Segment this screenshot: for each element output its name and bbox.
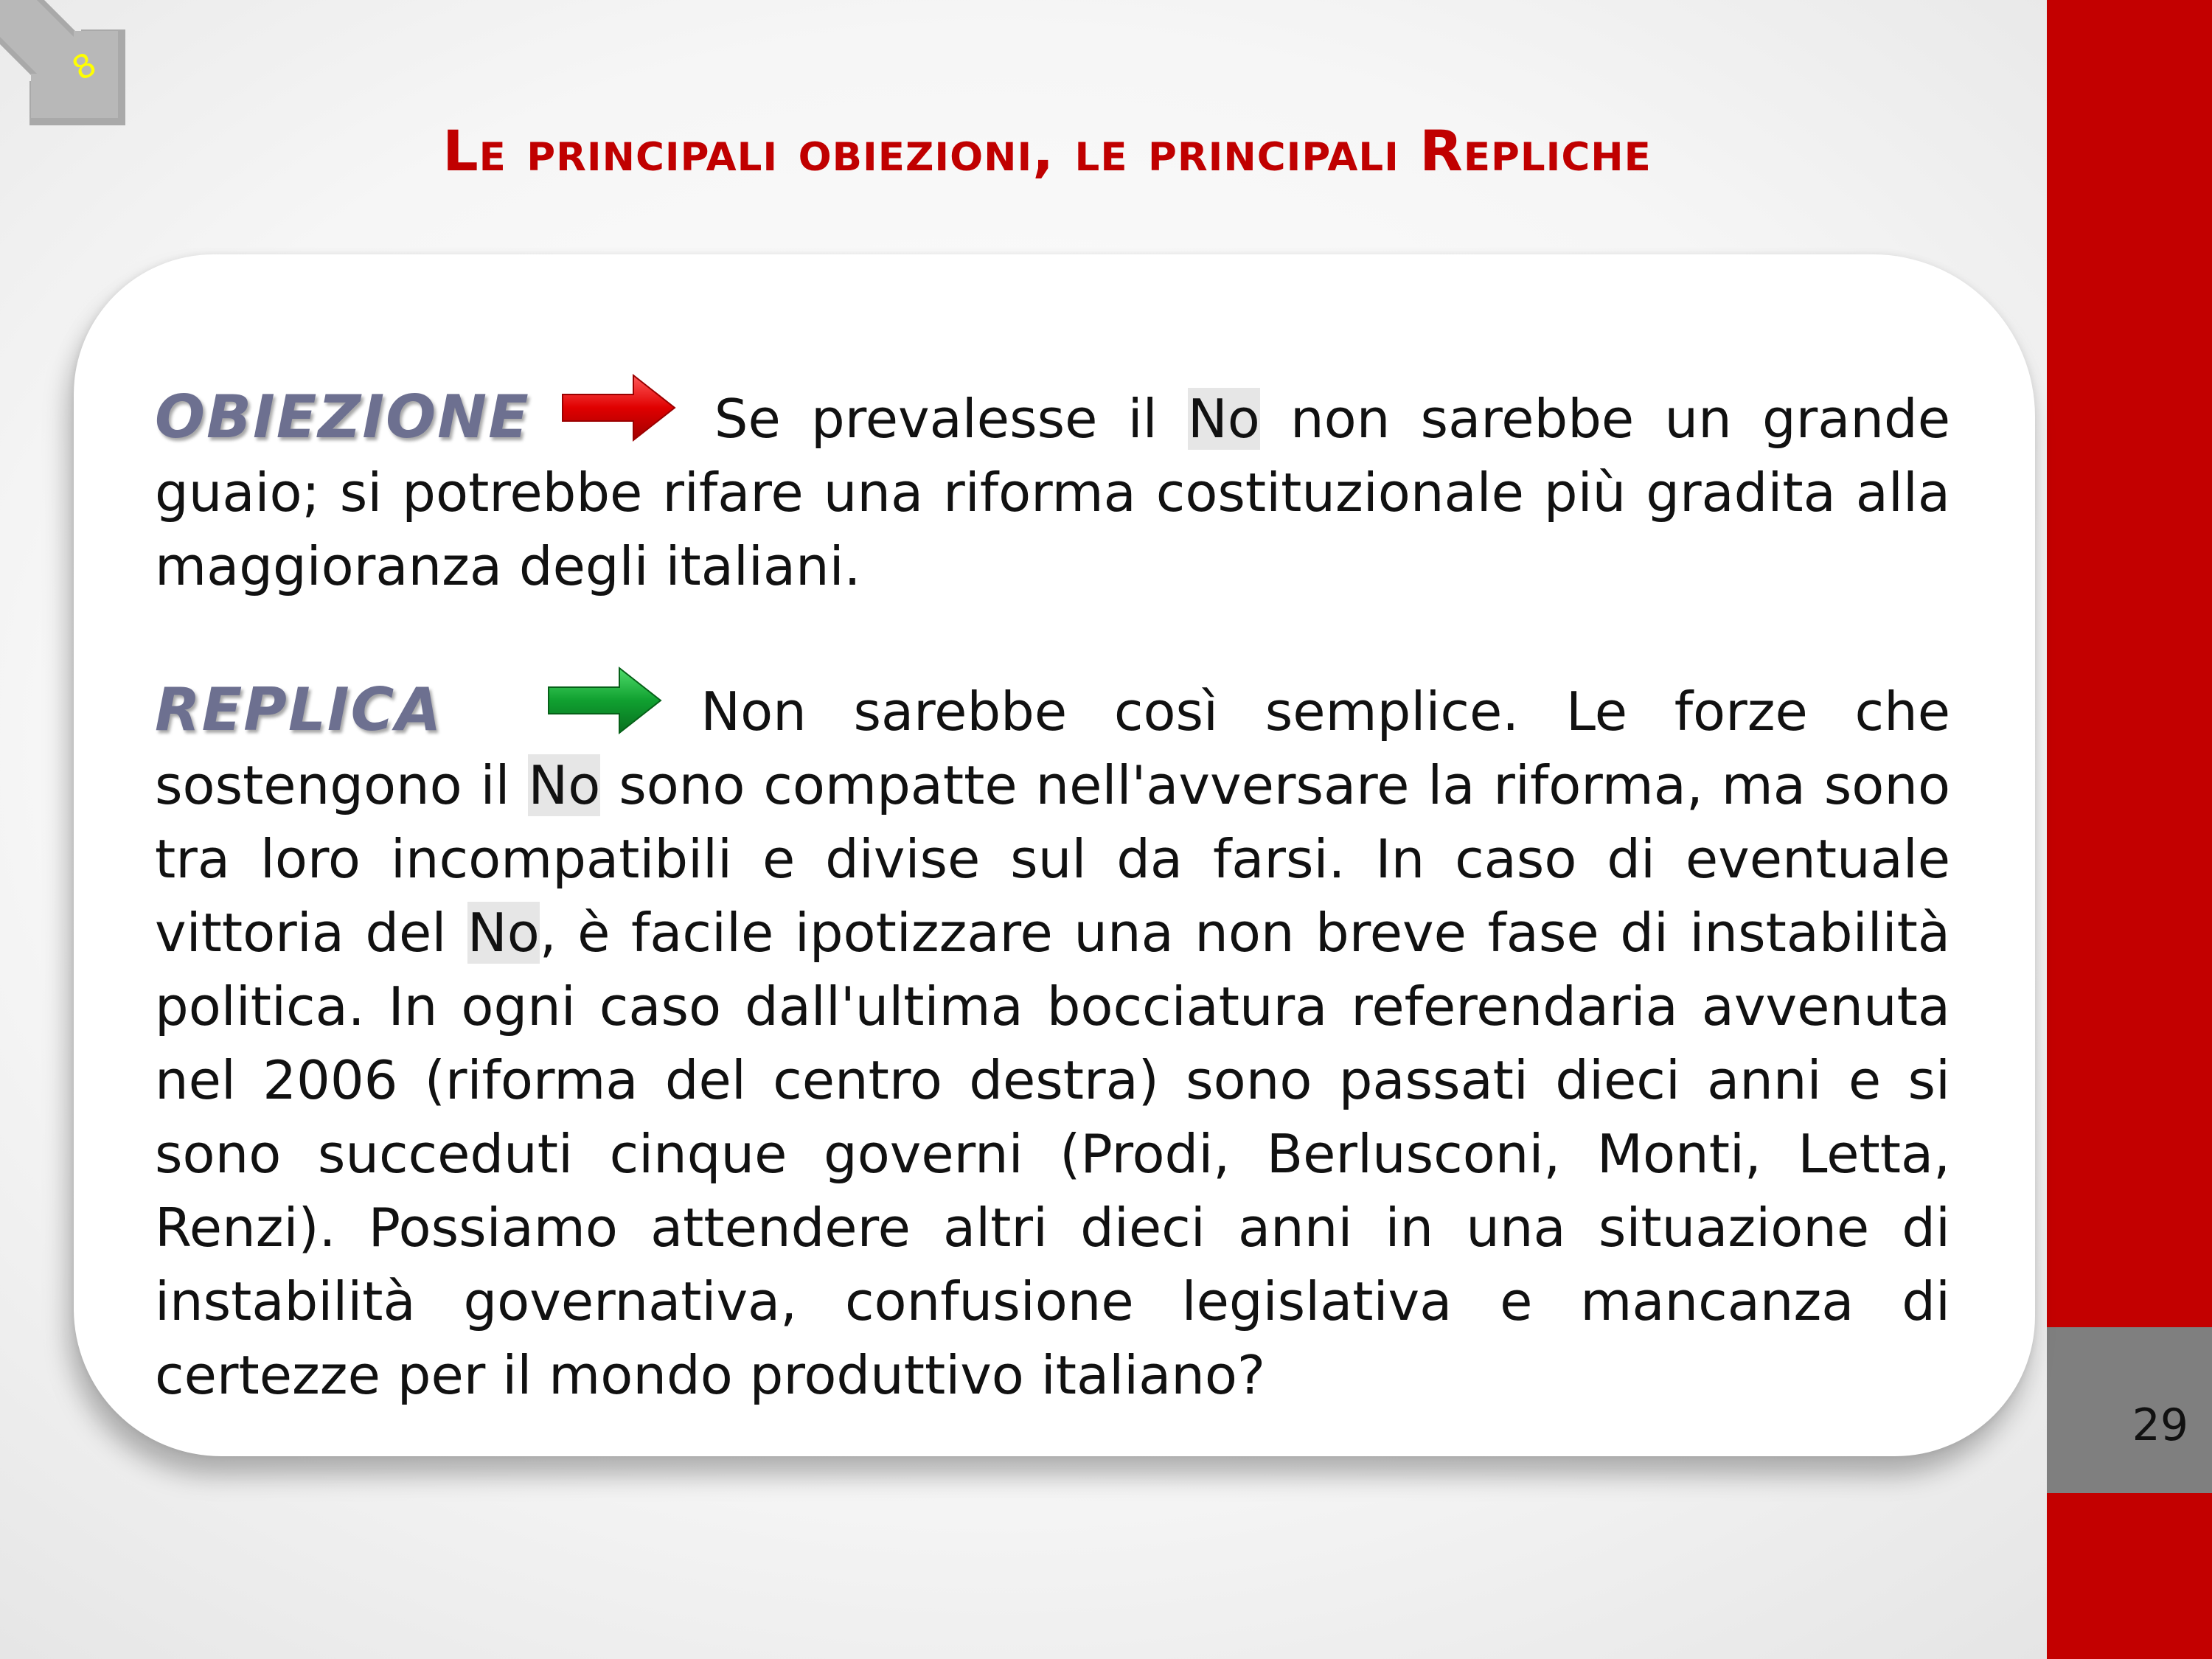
objection-text-end: non sarebbe un grande guaio; si potrebbe rifare una riforma costituzionale più gradita alla maggioranza degli italiani. xyxy=(155,388,1950,597)
objection-text-start: Se prevalesse il xyxy=(714,388,1188,450)
corner-mark: 8 xyxy=(66,45,103,88)
objection-label: OBIEZIONE xyxy=(155,383,530,451)
page-number: 29 xyxy=(2132,1399,2188,1451)
no-highlight: No xyxy=(528,754,601,816)
red-arrow-icon xyxy=(560,372,678,443)
no-highlight: No xyxy=(467,902,540,964)
green-arrow-icon xyxy=(546,665,664,736)
reply-label: REPLICA xyxy=(155,675,443,744)
reply-text-2: sono compatte nell'avversare la riforma, ma sono tra loro incompatibili e divise sul da farsi. In caso di eventuale vittoria del xyxy=(155,754,1950,964)
slide-title: Le principali obiezioni, le principali Repliche xyxy=(442,118,1652,184)
objection-paragraph xyxy=(155,372,1950,603)
page-number-box xyxy=(2047,1327,2212,1493)
no-highlight: No xyxy=(1187,388,1260,450)
reply-text-3: , è facile ipotizzare una non breve fase di instabilità politica. In ogni caso dall'ultima bocciatura referendaria avvenuta nel 2006 (riforma del centro destra) sono passati dieci anni e si sono succeduti cinque governi (Prodi, Berlusconi, Monti, Letta, Renzi). Possiamo attendere altri dieci anni in una situazione di instabilità governativa, confusione legislativa e mancanza di certezze per il mondo produttivo italiano? xyxy=(155,902,1950,1406)
reply-text-1: Non sarebbe così semplice. Le forze che sostengono il xyxy=(155,681,1950,816)
reply-paragraph xyxy=(155,665,1950,1412)
corner-arrow-icon[interactable] xyxy=(0,0,133,133)
